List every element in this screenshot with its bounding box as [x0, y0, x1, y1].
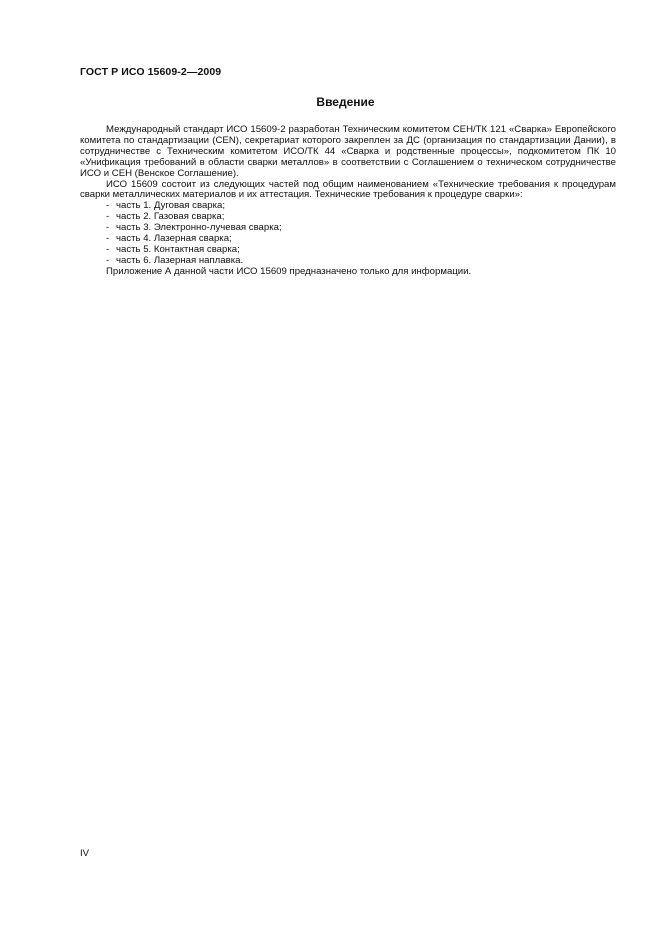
list-item-text: часть 6. Лазерная наплавка.: [116, 254, 244, 266]
document-body: [80, 125, 616, 278]
parts-list: [80, 201, 616, 266]
list-marker: -: [106, 211, 110, 223]
paragraph-intro: Международный стандарт ИСО 15609-2 разработан Техническим комитетом СЕН/ТК 121 «Сварка» Европейского комитета по стандартизации (CEN), секретариат которого закреплен за ДС (организация по стандартизации Дании), в сотрудничестве с Техническим комитетом ИСО/ТК 44 «Сварка и родственные процессы», подкомитетом ПК 10 «Унификация требований в области сварки металлов» в соответствии с Соглашением о техническом сотрудничестве ИСО и СЕН (Венское Соглашение).: [80, 124, 616, 179]
list-marker: -: [106, 254, 110, 266]
list-marker: -: [106, 243, 110, 255]
list-marker: -: [106, 222, 110, 234]
section-title: Введение: [316, 95, 375, 109]
list-item-text: часть 3. Электронно-лучевая сварка;: [116, 222, 282, 234]
list-marker: -: [106, 233, 110, 245]
paragraph-parts: ИСО 15609 состоит из следующих частей под общим наименованием «Технические требования к процедурам сварки металлических материалов и их аттестация. Технические требования к процедуре сварки»:: [80, 178, 616, 201]
paragraph-annex: Приложение А данной части ИСО 15609 предназначено только для информации.: [106, 265, 472, 277]
list-item-text: часть 2. Газовая сварка;: [116, 211, 225, 223]
document-header: ГОСТ Р ИСО 15609-2—2009: [80, 66, 222, 78]
list-item-text: часть 4. Лазерная сварка;: [116, 233, 232, 245]
list-item-text: часть 1. Дуговая сварка;: [116, 200, 226, 212]
list-item-text: часть 5. Контактная сварка;: [116, 243, 240, 255]
list-marker: -: [106, 200, 110, 212]
page-number: IV: [80, 848, 90, 859]
